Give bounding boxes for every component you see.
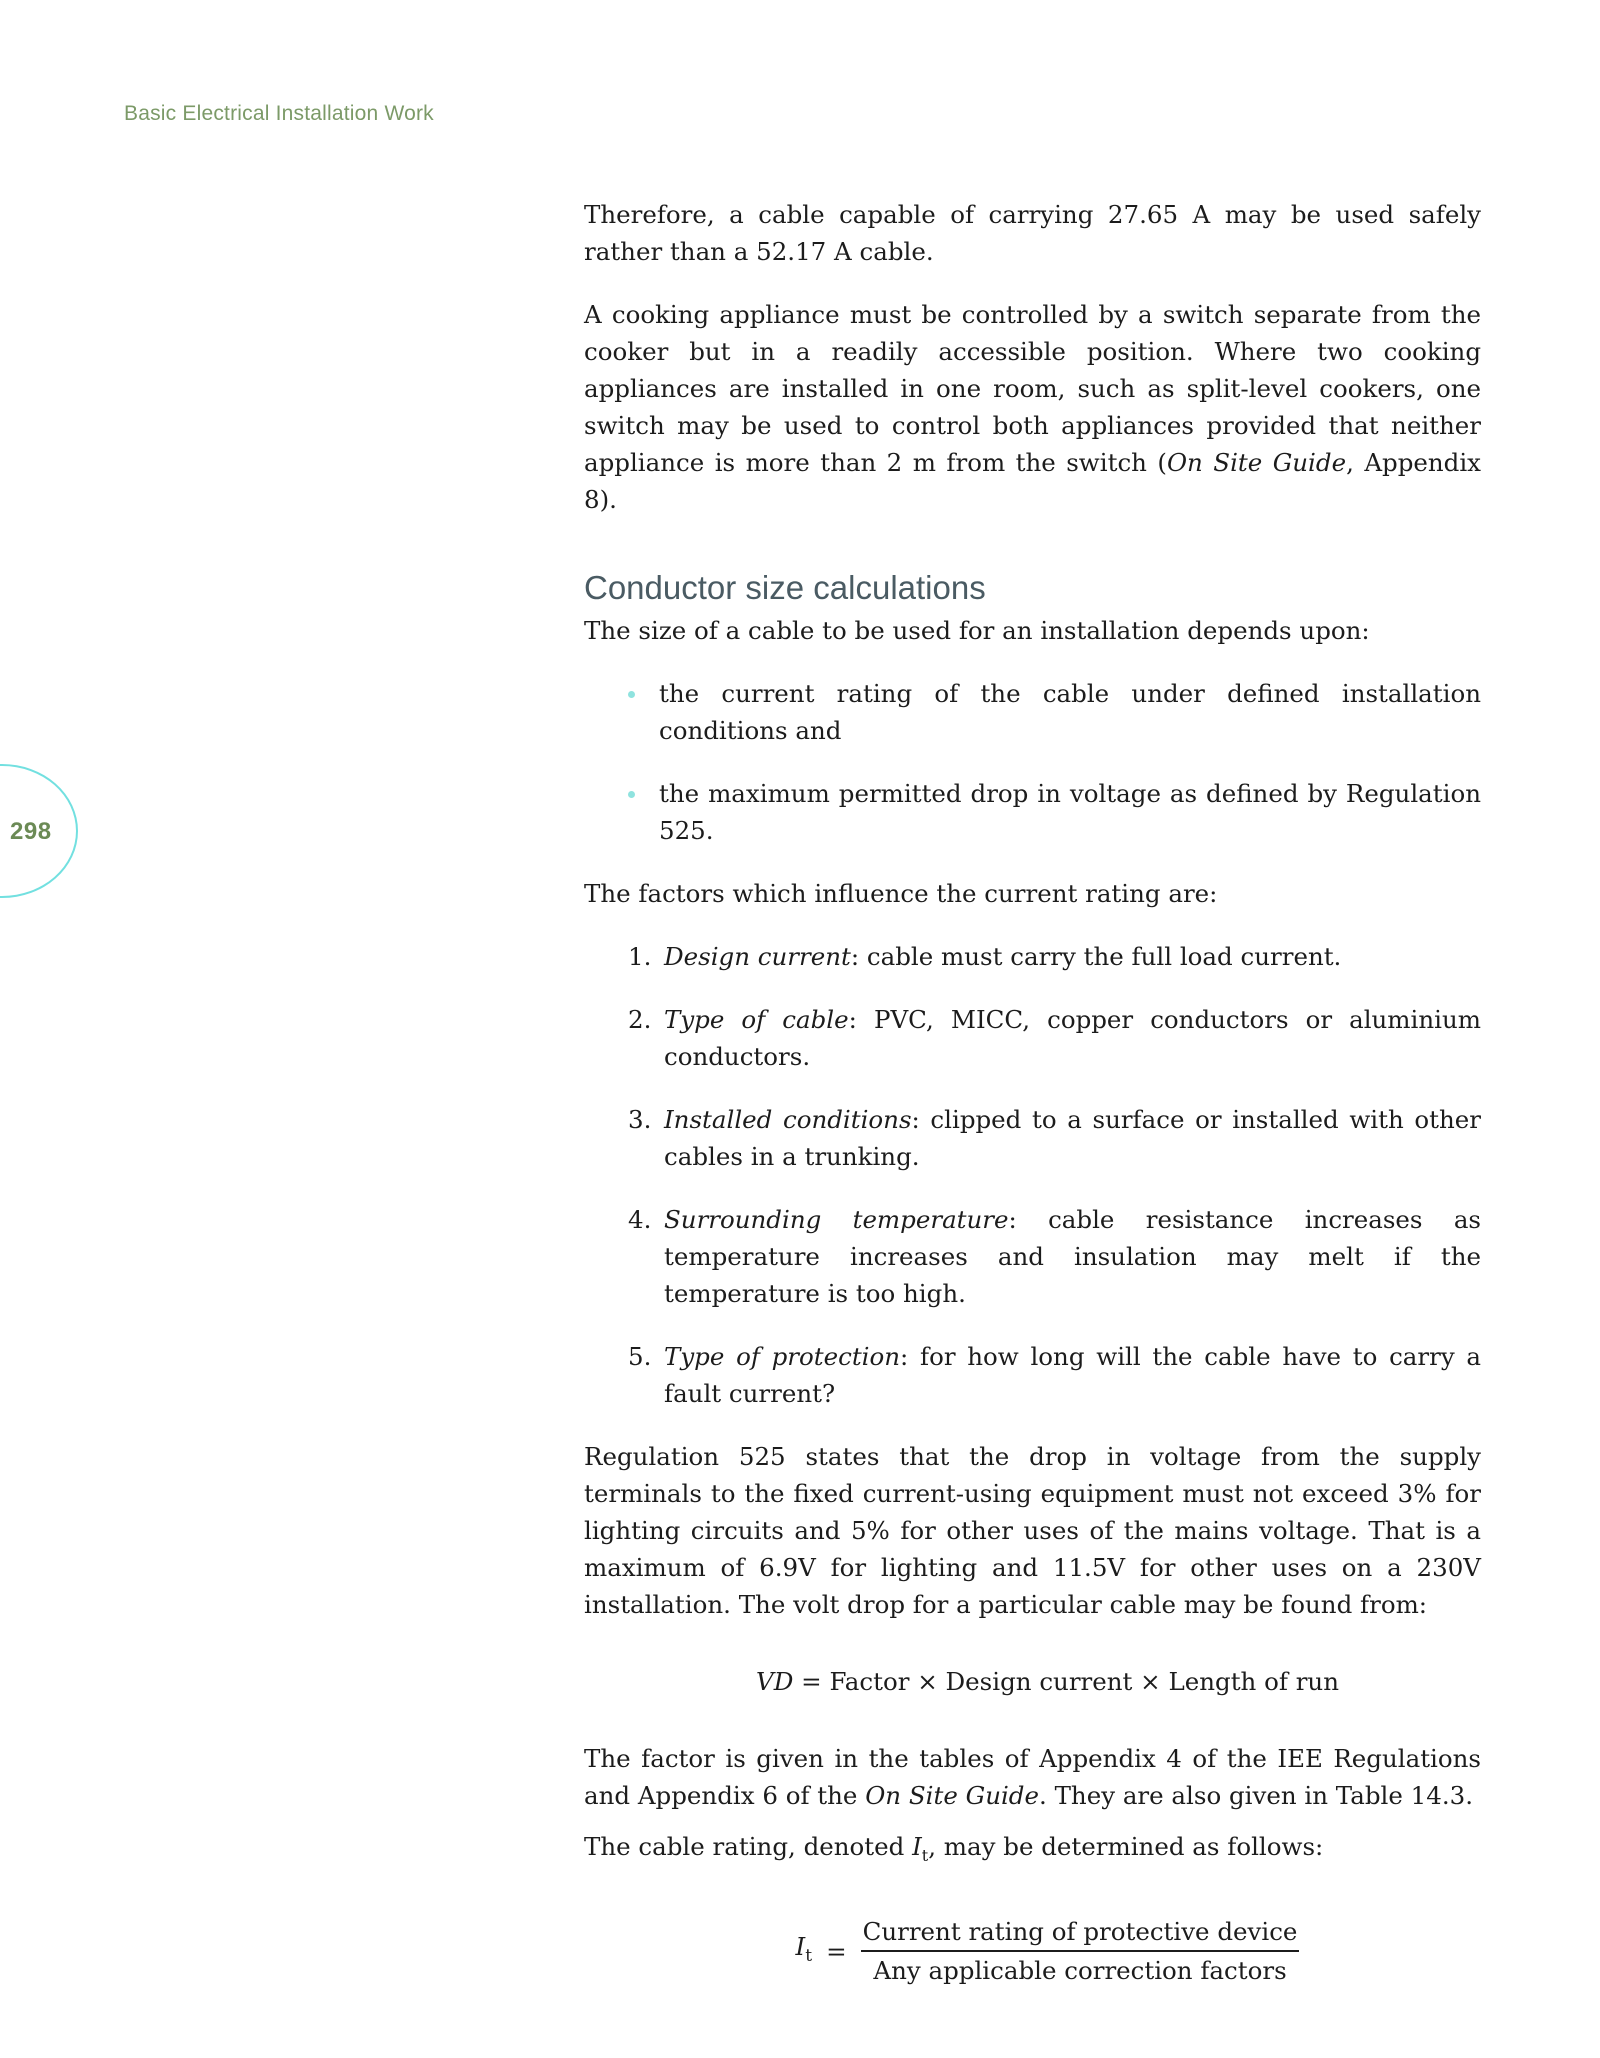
paragraph-factor-source — [584, 1740, 1481, 1814]
paragraph-intro: The size of a cable to be used for an installation depends upon: — [584, 616, 1370, 645]
paragraph-text: . They are also given in Table 14.3. — [1039, 1781, 1474, 1810]
formula-lhs: VD — [756, 1667, 794, 1696]
bullet-icon — [628, 691, 635, 698]
paragraph-text: , Appendix 8). — [584, 448, 1481, 514]
factor-number: 4. — [628, 1205, 652, 1234]
formula-subscript: t — [805, 1946, 813, 1967]
factor-number: 2. — [628, 1005, 652, 1034]
bullet-item — [584, 775, 1481, 849]
factor-item — [584, 1338, 1481, 1412]
section-heading: Conductor size calculations — [584, 569, 986, 606]
paragraph-factors-intro: The factors which influence the current rating are: — [584, 879, 1218, 908]
factor-text: : cable must carry the full load current. — [850, 942, 1342, 971]
fraction-denominator: Any applicable correction factors — [873, 1955, 1287, 1985]
bullet-icon — [628, 791, 635, 798]
factor-item — [584, 1001, 1481, 1075]
factor-item — [584, 938, 1481, 975]
fraction-numerator: Current rating of protective device — [861, 1914, 1300, 1952]
symbol-subscript: t — [921, 1845, 929, 1865]
factor-number: 1. — [628, 942, 652, 971]
factor-number: 3. — [628, 1105, 652, 1134]
paragraph-text: The factor is given in the tables of Appendix 4 of the IEE Regulations and Appendix 6 of the — [584, 1744, 1481, 1810]
factor-term: Design current — [664, 942, 851, 971]
formula-rhs: = Factor × Design current × Length of run — [793, 1667, 1339, 1696]
italic-reference: On Site Guide — [865, 1781, 1039, 1810]
factor-number: 5. — [628, 1342, 652, 1371]
factor-item — [584, 1201, 1481, 1312]
factors-list — [584, 938, 1481, 1412]
paragraph-cable-capacity: Therefore, a cable capable of carrying 27.65 A may be used safely rather than a 52.17 A cable. — [584, 200, 1481, 266]
symbol: I — [912, 1832, 922, 1861]
factor-term: Installed conditions — [664, 1105, 912, 1134]
paragraph-text: A cooking appliance must be controlled by a switch separate from the cooker but in a readily accessible position. Where two cooking appliances are installed in one room, such as split-level cookers, one switch may be used to control both appliances provided that neither appliance is more than 2 m from the switch ( — [584, 300, 1481, 477]
bullet-list — [584, 675, 1481, 849]
italic-reference: On Site Guide — [1166, 448, 1347, 477]
factor-text: : PVC, MICC, copper conductors or aluminium conductors. — [664, 1005, 1482, 1071]
running-header: Basic Electrical Installation Work — [124, 102, 434, 125]
page-number: 298 — [10, 818, 52, 845]
formula-volt-drop — [584, 1663, 1481, 1700]
bullet-text: the maximum permitted drop in voltage as defined by Regulation 525. — [659, 779, 1481, 845]
factor-text: : cable resistance increases as temperature increases and insulation may melt if the temperature is too high. — [664, 1205, 1482, 1308]
bullet-text: the current rating of the cable under defined installation conditions and — [659, 679, 1481, 745]
formula-fraction — [861, 1914, 1300, 1990]
paragraph-regulation-525: Regulation 525 states that the drop in voltage from the supply terminals to the fixed current-using equipment must not exceed 3% for lighting circuits and 5% for other uses of the mains voltage. That is a maximum of 6.9V for lighting and 11.5V for other uses on a 230V installation. The volt drop for a particular cable may be found from: — [584, 1442, 1481, 1619]
factor-term: Type of cable — [664, 1005, 849, 1034]
paragraph-text: , may be determined as follows: — [928, 1832, 1324, 1861]
factor-term: Surrounding temperature — [664, 1205, 1009, 1234]
factor-term: Type of protection — [664, 1342, 901, 1371]
formula-lhs — [796, 1928, 813, 1975]
paragraph-cooking-appliance — [584, 296, 1481, 518]
formula-equals: = — [826, 1937, 847, 1967]
factor-text: : for how long will the cable have to carry a fault current? — [664, 1342, 1481, 1408]
bullet-item — [584, 675, 1481, 749]
formula-cable-rating — [584, 1914, 1481, 1990]
formula-symbol: I — [795, 1932, 806, 1962]
paragraph-text: The cable rating, denoted — [584, 1832, 913, 1861]
factor-text: : clipped to a surface or installed with other cables in a trunking. — [664, 1105, 1481, 1171]
factor-item — [584, 1101, 1481, 1175]
paragraph-cable-rating — [584, 1828, 1481, 1874]
page-body — [584, 196, 1481, 1990]
